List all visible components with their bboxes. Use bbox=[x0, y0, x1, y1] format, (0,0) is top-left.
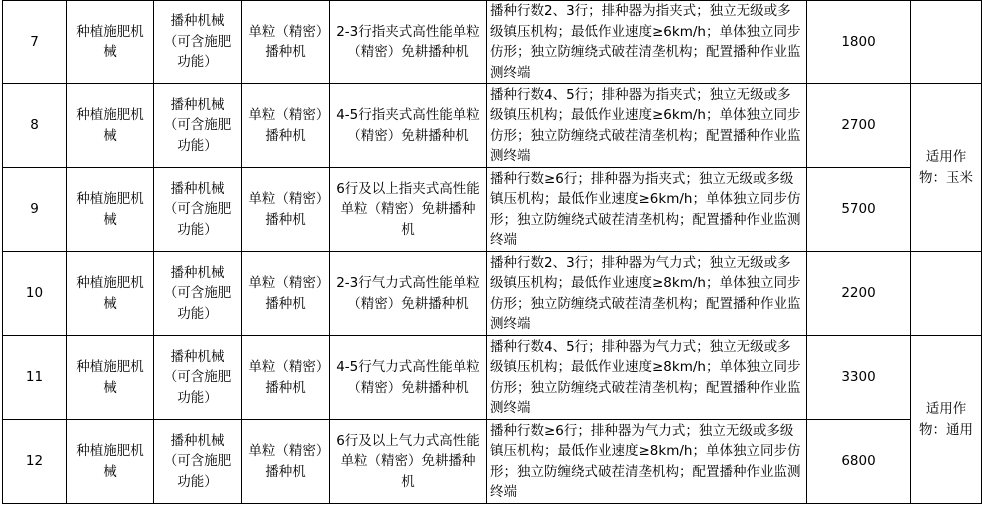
price-cell: 5700 bbox=[807, 168, 911, 252]
subcategory-cell: 播种机械（可含施肥功能） bbox=[154, 336, 242, 420]
spec-cell: 播种行数4、5行；排种器为指夹式；独立无级或多级镇压机构；最低作业速度≥6km/h；单体独立同步仿形；独立防缠绕式破茬清垄机构；配置播种作业监测终端 bbox=[487, 84, 807, 168]
type-cell: 单粒（精密）播种机 bbox=[242, 252, 330, 336]
type-cell: 单粒（精密）播种机 bbox=[242, 420, 330, 504]
price-cell: 2200 bbox=[807, 252, 911, 336]
spec-cell: 播种行数2、3行；排种器为气力式；独立无级或多级镇压机构；最低作业速度≥8km/h；单体独立同步仿形；独立防缠绕式破茬清垄机构；配置播种作业监测终端 bbox=[487, 252, 807, 336]
category-cell: 种植施肥机械 bbox=[67, 252, 154, 336]
row-number: 10 bbox=[3, 252, 67, 336]
row-number: 9 bbox=[3, 168, 67, 252]
item-cell: 2-3行指夹式高性能单粒（精密）免耕播种机 bbox=[330, 1, 487, 84]
type-cell: 单粒（精密）播种机 bbox=[242, 1, 330, 84]
note-cell-empty bbox=[911, 1, 982, 84]
item-cell: 6行及以上指夹式高性能单粒（精密）免耕播种机 bbox=[330, 168, 487, 252]
spec-cell: 播种行数4、5行；排种器为气力式；独立无级或多级镇压机构；最低作业速度≥8km/h；单体独立同步仿形；独立防缠绕式破茬清垄机构；配置播种作业监测终端 bbox=[487, 336, 807, 420]
table-row bbox=[3, 252, 982, 336]
category-cell: 种植施肥机械 bbox=[67, 1, 154, 84]
spec-cell: 播种行数≥6行；排种器为指夹式；独立无级或多级镇压机构；最低作业速度≥6km/h；单体独立同步仿形；独立防缠绕式破茬清垄机构；配置播种作业监测终端 bbox=[487, 168, 807, 252]
subsidy-table bbox=[2, 0, 982, 504]
subcategory-cell: 播种机械（可含施肥功能） bbox=[154, 84, 242, 168]
spec-cell: 播种行数2、3行；排种器为指夹式；独立无级或多级镇压机构；最低作业速度≥6km/h；单体独立同步仿形；独立防缠绕式破茬清垄机构；配置播种作业监测终端 bbox=[487, 1, 807, 84]
subcategory-cell: 播种机械（可含施肥功能） bbox=[154, 168, 242, 252]
item-cell: 4-5行指夹式高性能单粒（精密）免耕播种机 bbox=[330, 84, 487, 168]
subcategory-cell: 播种机械（可含施肥功能） bbox=[154, 420, 242, 504]
category-cell: 种植施肥机械 bbox=[67, 168, 154, 252]
table-row bbox=[3, 1, 982, 84]
note-cell-corn: 适用作物：玉米 bbox=[911, 84, 982, 252]
spec-cell: 播种行数≥6行；排种器为气力式；独立无级或多级镇压机构；最低作业速度≥8km/h；单体独立同步仿形；独立防缠绕式破茬清垄机构；配置播种作业监测终端 bbox=[487, 420, 807, 504]
category-cell: 种植施肥机械 bbox=[67, 420, 154, 504]
type-cell: 单粒（精密）播种机 bbox=[242, 84, 330, 168]
row-number: 11 bbox=[3, 336, 67, 420]
price-cell: 3300 bbox=[807, 336, 911, 420]
item-cell: 6行及以上气力式高性能单粒（精密）免耕播种机 bbox=[330, 420, 487, 504]
item-cell: 2-3行气力式高性能单粒（精密）免耕播种机 bbox=[330, 252, 487, 336]
type-cell: 单粒（精密）播种机 bbox=[242, 336, 330, 420]
row-number: 8 bbox=[3, 84, 67, 168]
row-number: 7 bbox=[3, 1, 67, 84]
item-cell: 4-5行气力式高性能单粒（精密）免耕播种机 bbox=[330, 336, 487, 420]
row-number: 12 bbox=[3, 420, 67, 504]
category-cell: 种植施肥机械 bbox=[67, 84, 154, 168]
table-row bbox=[3, 336, 982, 420]
price-cell: 1800 bbox=[807, 1, 911, 84]
note-cell-general: 适用作物：通用 bbox=[911, 336, 982, 504]
price-cell: 6800 bbox=[807, 420, 911, 504]
table-row bbox=[3, 84, 982, 168]
category-cell: 种植施肥机械 bbox=[67, 336, 154, 420]
table-row bbox=[3, 168, 982, 252]
subcategory-cell: 播种机械（可含施肥功能） bbox=[154, 1, 242, 84]
table-row bbox=[3, 420, 982, 504]
note-cell-empty bbox=[911, 252, 982, 336]
price-cell: 2700 bbox=[807, 84, 911, 168]
subcategory-cell: 播种机械（可含施肥功能） bbox=[154, 252, 242, 336]
type-cell: 单粒（精密）播种机 bbox=[242, 168, 330, 252]
